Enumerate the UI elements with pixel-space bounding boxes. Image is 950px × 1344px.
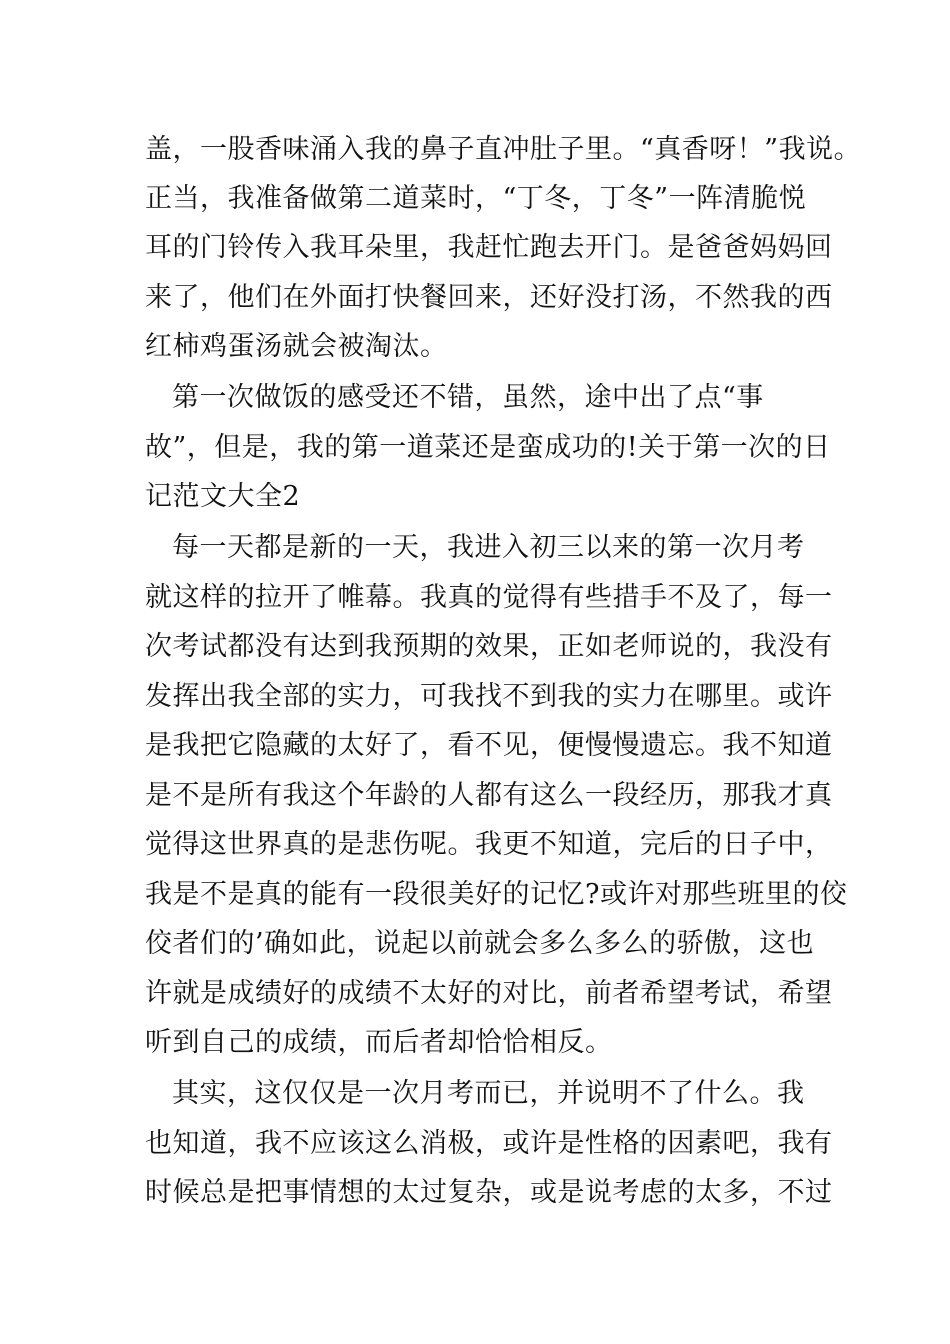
text-line: 故”，但是，我的第一道菜还是蛮成功的!关于第一次的日	[145, 432, 831, 463]
text-line: 是我把它隐藏的太好了，看不见，便慢慢遗忘。我不知道	[145, 730, 833, 761]
text-line: 佼者们的’确如此，说起以前就会多么多么的骄傲，这也	[145, 928, 815, 959]
text-line: 次考试都没有达到我预期的效果，正如老师说的，我没有	[145, 631, 833, 662]
text-line: 来了，他们在外面打快餐回来，还好没打汤，不然我的西	[145, 282, 833, 313]
text-line: 发挥出我全部的实力，可我找不到我的实力在哪里。或许	[145, 681, 833, 712]
text-line: 也知道，我不应该这么消极，或许是性格的因素吧，我有	[145, 1128, 833, 1159]
text-line: 听到自己的成绩，而后者却恰恰相反。	[145, 1027, 613, 1058]
text-line: 红柿鸡蛋汤就会被淘汰。	[145, 331, 448, 362]
text-line: 时候总是把事情想的太过复杂，或是说考虑的太多，不过	[145, 1177, 833, 1208]
text-line: 正当，我准备做第二道菜时，“丁冬，丁冬”一阵清脆悦	[145, 183, 807, 214]
text-line: 许就是成绩好的成绩不太好的对比，前者希望考试，希望	[145, 978, 833, 1009]
text-line: 是不是所有我这个年龄的人都有这么一段经历，那我才真	[145, 780, 833, 811]
paragraph-start-line: 其实，这仅仅是一次月考而已，并说明不了什么。我	[172, 1078, 805, 1109]
text-line: 就这样的拉开了帷幕。我真的觉得有些措手不及了，每一	[145, 582, 833, 613]
text-line: 我是不是真的能有一段很美好的记忆?或许对那些班里的佼	[145, 879, 848, 910]
text-line: 盖，一股香味涌入我的鼻子直冲肚子里。“真香呀！”我说。	[145, 134, 862, 165]
text-line: 觉得这世界真的是悲伤呢。我更不知道，完后的日子中，	[145, 829, 833, 860]
text-line: 记范文大全2	[145, 481, 301, 512]
paragraph-start-line: 第一次做饭的感受还不错，虽然，途中出了点“事	[172, 382, 764, 413]
text-line: 耳的门铃传入我耳朵里，我赶忙跑去开门。是爸爸妈妈回	[145, 232, 833, 263]
paragraph-start-line: 每一天都是新的一天，我进入初三以来的第一次月考	[172, 532, 805, 563]
